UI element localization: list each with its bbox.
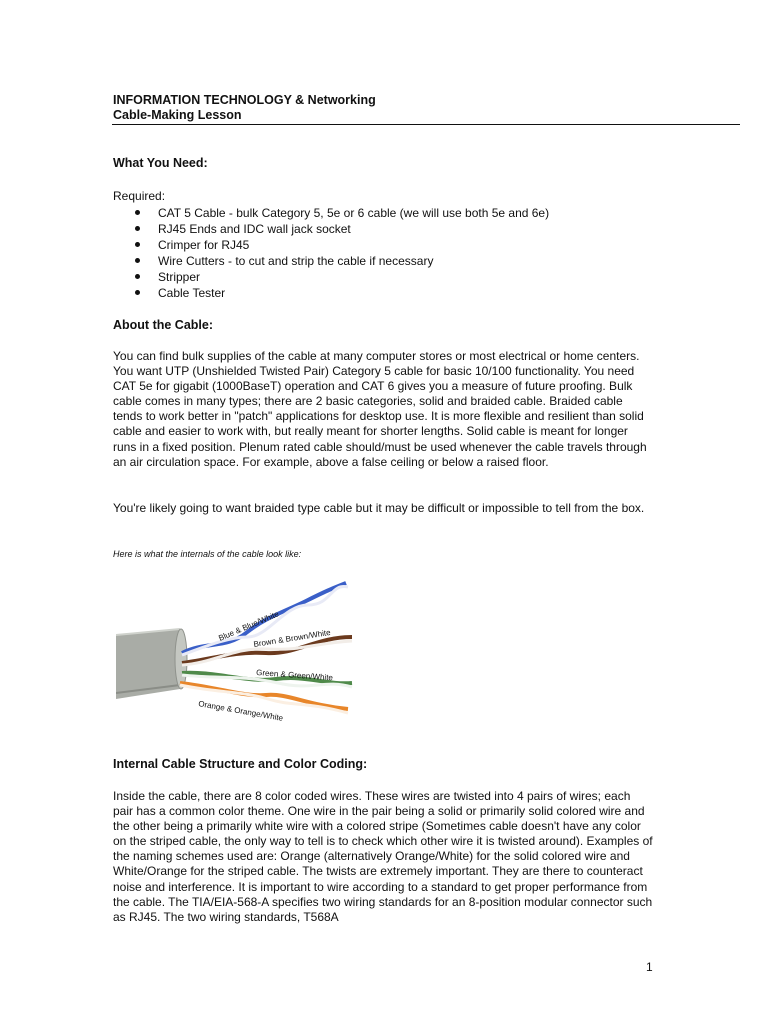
label-orange: Orange & Orange/White [197, 699, 284, 723]
about-paragraph-2: You're likely going to want braided type cable but it may be difficult or impossible to tell from the box. [113, 501, 645, 515]
bullet-icon [135, 290, 140, 295]
heading-about-cable: About the Cable: [113, 318, 213, 332]
internal-paragraph: Inside the cable, there are 8 color coded wires. These wires are twisted into 4 pairs of wires; each pair has a common color theme. One wire in the pair being a solid or primarily solid colored wire and the other being a primarily white wire with a colored stripe (Sometimes cable doesn't have any color on the striped cable, the only way to tell is to check which other wire it is twisted around). Examples of the naming schemes used are: Orange (alternatively Orange/White) for the solid colored wire and White/Orange for the striped cable. The twists are extremely important. They are there to counteract noise and interference. It is important to wire according to a standard to get proper performance from the cable. The TIA/EIA-568-A specifies two wiring standards for an 8-position modular connector such as RJ45. The two wiring standards, T568A [113, 789, 653, 924]
bullet-icon [135, 210, 140, 215]
header-title: INFORMATION TECHNOLOGY & Networking [113, 93, 376, 107]
list-item: Wire Cutters - to cut and strip the cable if necessary [113, 253, 549, 269]
list-item: Crimper for RJ45 [113, 237, 549, 253]
label-green: Green & Green/White [255, 668, 334, 683]
list-item: RJ45 Ends and IDC wall jack socket [113, 221, 549, 237]
page-number: 1 [646, 960, 653, 974]
figure-caption: Here is what the internals of the cable look like: [113, 549, 302, 559]
about-paragraph-1: You can find bulk supplies of the cable at many computer stores or most electrical or home centers. You want UTP (Unshielded Twisted Pair) Category 5 cable for basic 10/100 functionality. You need CAT 5e for gigabit (1000BaseT) operation and CAT 6 gives you a measure of future proofing. Bulk cable comes in many types; there are 2 basic categories, solid and braided cable. Braided cable tends to work better in "patch" applications for desktop use. It is more flexible and resilient than solid cable and easier to work with, but really meant for shorter lengths. Solid cable is meant for longer runs in a fixed position. Plenum rated cable should/must be used whenever the cable travels through an air circulation space. For example, above a false ceiling or below a raised floor. [113, 349, 647, 469]
header-subtitle: Cable-Making Lesson [113, 108, 242, 122]
list-item: CAT 5 Cable - bulk Category 5, 5e or 6 cable (we will use both 5e and 6e) [113, 205, 549, 221]
bullet-icon [135, 242, 140, 247]
header-divider [112, 124, 740, 125]
label-brown: Brown & Brown/White [252, 627, 332, 649]
required-label: Required: [113, 189, 166, 203]
bullet-icon [135, 274, 140, 279]
bullet-icon [135, 226, 140, 231]
document-header [113, 93, 376, 123]
required-list [113, 205, 549, 301]
list-item: Stripper [113, 269, 549, 285]
bullet-icon [135, 258, 140, 263]
cable-internals-figure [116, 575, 356, 730]
heading-what-you-need: What You Need: [113, 156, 208, 170]
label-blue: Blue & Blue/White [217, 609, 281, 643]
heading-internal-structure: Internal Cable Structure and Color Coding: [113, 757, 368, 771]
list-item: Cable Tester [113, 285, 549, 301]
